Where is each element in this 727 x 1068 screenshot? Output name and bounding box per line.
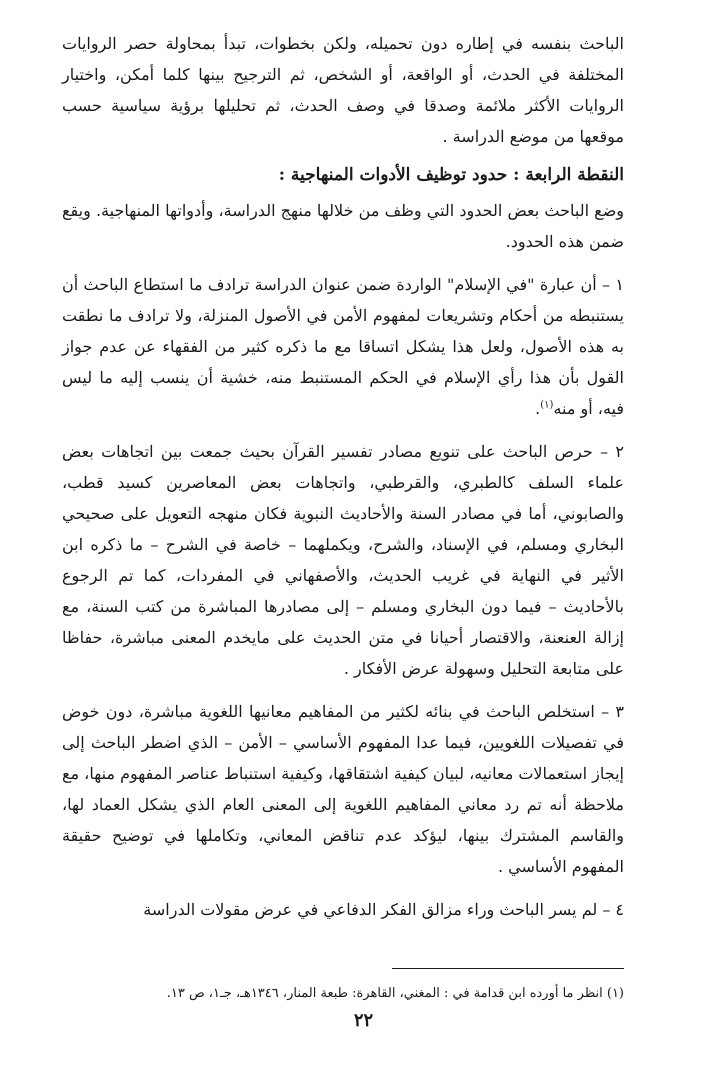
limits-paragraph: وضع الباحث بعض الحدود التي وظف من خلالها منهج الدراسة، وأدواتها المنهاجية. ويقع ضمن هذه الحدود. (62, 201, 624, 251)
point-one-end: . (535, 399, 541, 418)
point-one-text: ١ – أن عبارة "في الإسلام" الواردة ضمن عنوان الدراسة ترادف ما استطاع الباحث أن يستنبطه من أحكام وتشريعات لمفهوم الأمن في الأصول المنزلة، ولا ترادف ما نطقت به هذه الأصول، ولعل هذا يشكل اتساقا مع ما ذكره كثير من الفقهاء عن عدم جواز القول بأن هذا رأي الإسلام في الحكم المستنبط منه، خشية أن ينسب إليه ما ليس فيه، أو منه (62, 275, 624, 418)
footnote-reference: (١) (540, 399, 554, 411)
page-number: ٢٢ (353, 1010, 374, 1031)
page-body (62, 28, 624, 925)
point-three-paragraph: ٣ – استخلص الباحث في بنائه لكثير من المفاهيم معانيها اللغوية مباشرة، دون خوض في تفصيلات اللغويين، فيما عدا المفهوم الأساسي – الأمن – الذي اضطر الباحث إلى إيجاز استعمالات معانيه، لبيان كيفية اشتقاقها، وكيفية استنباط عناصر المفهوم منها، مع ملاحظة أنه تم رد معاني المفاهيم اللغوية إلى المعنى العام الذي يشكل العماد لها، والقاسم المشترك بينها، ليؤكد عدم تناقض المعاني، وتكاملها في توضيح حقيقة المفهوم الأساسي . (62, 702, 625, 876)
point-two-paragraph: ٢ – حرص الباحث على تنويع مصادر تفسير القرآن بحيث جمعت بين اتجاهات بعض علماء السلف كالطبري، والقرطبي، واتجاهات بعض المعاصرين كسيد قطب، والصابوني، أما في مصادر السنة والأحاديث النبوية فكان منهجه التعويل على صحيحي البخاري ومسلم، في الإسناد، والشرح، ويكملهما – خاصة في الشرح – ما ذكره ابن الأثير في النهاية في غريب الحديث، والأصفهاني في المفردات، كما تم الرجوع بالأحاديث – فيما دون البخاري ومسلم – إلى مصادرها المباشرة من كتب السنة، مع إزالة العنعنة، والاقتصار أحيانا في متن الحديث على مايخدم المعنى مباشرة، حفاظا على متابعة التحليل وسهولة عرض الأفكار . (62, 442, 624, 678)
footnote: (١) انظر ما أورده ابن قدامة في : المغني، القاهرة: طبعة المنار، ١٣٤٦هـ، جـ١، ص ١٣. (166, 986, 624, 1001)
footnote-divider (392, 968, 624, 969)
point-four-paragraph: ٤ – لم يسر الباحث وراء مزالق الفكر الدفاعي في عرض مقولات الدراسة (143, 900, 624, 919)
section-heading: النقطة الرابعة : حدود توظيف الأدوات المنهاجية : (278, 165, 624, 185)
point-one-paragraph (62, 269, 624, 424)
intro-paragraph: الباحث بنفسه في إطاره دون تحميله، ولكن بخطوات، تبدأ بمحاولة حصر الروايات المختلفة في الحدث، أو الواقعة، أو الشخص، ثم الترجيح بينها كلما أمكن، واختيار الروايات الأكثر ملائمة وصدقا في وصف الحدث، ثم تحليلها برؤية سياسية حسب موقعها من موضع الدراسة . (62, 34, 624, 146)
